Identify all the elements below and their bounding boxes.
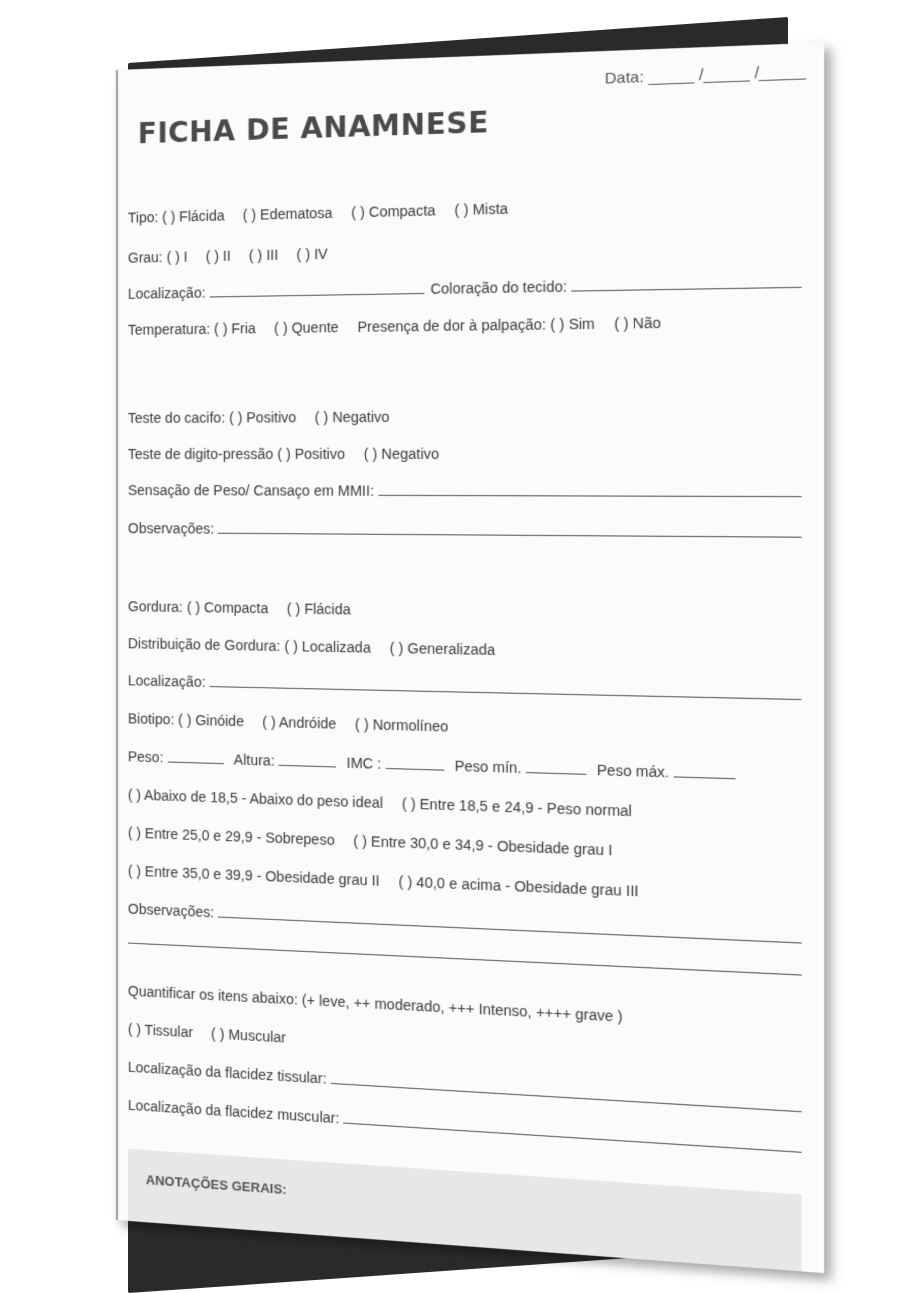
gordura-compacta-option[interactable]: Gordura: ( ) Compacta — [127, 598, 269, 617]
imc-obesidade-2-option[interactable]: ( ) Entre 35,0 e 39,9 - Obesidade grau II — [127, 862, 380, 889]
gordura-row — [128, 598, 802, 624]
page-title: FICHA DE ANAMNESE — [137, 105, 489, 151]
grau-row — [128, 236, 802, 266]
gordura-flacida-option[interactable]: ( ) Flácida — [286, 600, 351, 618]
observacoes-input[interactable] — [218, 532, 801, 538]
distribuicao-row — [128, 635, 802, 664]
grau-iii-option[interactable]: ( ) III — [248, 246, 279, 264]
grau-ii-option[interactable]: ( ) II — [205, 247, 231, 265]
peso-max-label: Peso máx. — [596, 761, 670, 781]
observacoes-2-row — [128, 901, 802, 947]
flacidez-tissular-input[interactable] — [331, 1082, 802, 1112]
biotipo-row — [128, 710, 802, 744]
sensacao-row — [128, 482, 802, 500]
localizacao-2-row — [128, 672, 802, 703]
quantificar-instructions: Quantificar os itens abaixo: (+ leve, ++ moderado, +++ Intenso, ++++ grave ) — [127, 982, 623, 1025]
localizacao-label: Localização: — [127, 284, 206, 302]
date-field[interactable]: Data: _____ /_____ /_____ — [604, 62, 806, 88]
medidas-row — [128, 748, 802, 784]
observacoes-continuation-line[interactable] — [128, 943, 802, 976]
digito-row — [128, 445, 802, 462]
digito-positivo-option[interactable]: Teste de digito-pressão ( ) Positivo — [127, 445, 346, 462]
temperatura-row — [128, 312, 802, 337]
flacidez-tissular-label: Localização da flacidez tissular: — [127, 1058, 327, 1087]
grau-iv-option[interactable]: ( ) IV — [296, 245, 328, 263]
observacoes-input[interactable] — [218, 916, 801, 944]
flacidez-muscular-input[interactable] — [344, 1122, 802, 1153]
imc-range-row-2 — [128, 824, 802, 865]
temperatura-fria-option[interactable]: Temperatura: ( ) Fria — [127, 320, 256, 338]
imc-label: IMC : — [346, 754, 382, 772]
tipo-edematosa-option[interactable]: ( ) Edematosa — [242, 204, 333, 224]
observacoes-label: Observações: — [127, 520, 215, 537]
general-notes-label: ANOTAÇÕES GERAIS: — [145, 1172, 287, 1198]
altura-label: Altura: — [233, 751, 275, 769]
localizacao-label: Localização: — [127, 672, 206, 690]
dor-sim-option[interactable]: Presença de dor à palpação: ( ) Sim — [357, 315, 595, 336]
cacifo-positivo-option[interactable]: Teste do cacifo: ( ) Positivo — [127, 409, 297, 426]
observacoes-label: Observações: — [127, 900, 215, 921]
sensacao-input[interactable] — [378, 494, 801, 497]
grau-i-option[interactable]: Grau: ( ) I — [127, 248, 188, 266]
imc-obesidade-3-option[interactable]: ( ) 40,0 e acima - Obesidade grau III — [398, 873, 639, 900]
tissular-option[interactable]: ( ) Tissular — [127, 1020, 193, 1041]
dor-nao-option[interactable]: ( ) Não — [614, 314, 661, 332]
localizacao-input[interactable] — [210, 685, 802, 700]
tipo-row — [128, 193, 802, 226]
imc-input[interactable] — [385, 767, 444, 771]
distribuicao-localizada-option[interactable]: Distribuição de Gordura: ( ) Localizada — [127, 635, 371, 656]
coloracao-label: Coloração do tecido: — [430, 278, 568, 297]
localizacao-input[interactable] — [210, 292, 425, 298]
peso-min-input[interactable] — [526, 771, 586, 775]
digito-negativo-option[interactable]: ( ) Negativo — [363, 445, 440, 462]
tipo-flacida-option[interactable]: Tipo: ( ) Flácida — [127, 207, 225, 226]
tipo-compacta-option[interactable]: ( ) Compacta — [351, 202, 436, 221]
altura-input[interactable] — [279, 764, 336, 768]
imc-sobrepeso-option[interactable]: ( ) Entre 25,0 e 29,9 - Sobrepeso — [127, 824, 335, 849]
biotipo-ginoide-option[interactable]: Biotipo: ( ) Ginóide — [127, 710, 244, 730]
peso-label: Peso: — [127, 748, 164, 766]
peso-min-label: Peso mín. — [454, 757, 522, 777]
sensacao-label: Sensação de Peso/ Cansaço em MMII: — [127, 482, 375, 499]
peso-input[interactable] — [167, 761, 223, 765]
distribuicao-generalizada-option[interactable]: ( ) Generalizada — [389, 639, 496, 659]
muscular-option[interactable]: ( ) Muscular — [211, 1025, 286, 1046]
peso-max-input[interactable] — [673, 775, 735, 779]
imc-range-row-1 — [128, 786, 802, 825]
biotipo-normolineo-option[interactable]: ( ) Normolíneo — [354, 715, 449, 735]
imc-normal-option[interactable]: ( ) Entre 18,5 e 24,9 - Peso normal — [401, 795, 632, 820]
biotipo-androide-option[interactable]: ( ) Andróide — [262, 713, 337, 732]
localizacao-coloracao-row — [128, 274, 802, 302]
anamnesis-form-sheet — [116, 42, 824, 1273]
observacoes-1-row — [128, 520, 802, 541]
imc-range-row-3 — [128, 862, 802, 906]
temperatura-quente-option[interactable]: ( ) Quente — [274, 318, 339, 337]
coloracao-input[interactable] — [571, 286, 801, 292]
flacidez-muscular-label: Localização da flacidez muscular: — [127, 1096, 340, 1127]
cacifo-row — [128, 406, 802, 426]
cacifo-negativo-option[interactable]: ( ) Negativo — [314, 408, 390, 426]
imc-obesidade-1-option[interactable]: ( ) Entre 30,0 e 34,9 - Obesidade grau I — [353, 832, 613, 859]
tipo-mista-option[interactable]: ( ) Mista — [454, 200, 509, 219]
imc-abaixo-option[interactable]: ( ) Abaixo de 18,5 - Abaixo do peso ideal — [127, 786, 384, 811]
